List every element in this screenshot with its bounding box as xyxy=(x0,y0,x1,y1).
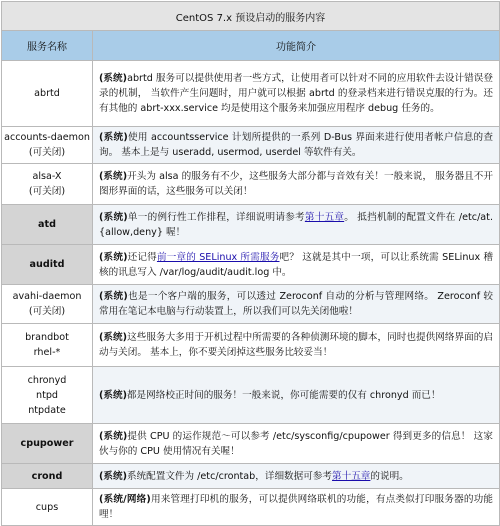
table-row xyxy=(2,324,500,367)
service-name: cups xyxy=(35,501,59,513)
service-name-cell xyxy=(2,367,93,424)
category-tag: (系统) xyxy=(99,389,127,401)
service-description xyxy=(93,464,500,489)
description-text: 开头为 alsa 的服务有不少，这些服务大部分都与音效有关！一般来说， 服务器且不开图形界面的话，这些服务可以关闭！ xyxy=(99,171,493,197)
service-name: auditd xyxy=(29,259,65,270)
service-name-cell xyxy=(2,127,93,164)
service-name-cell xyxy=(2,245,93,285)
service-name: ntpdate xyxy=(28,404,66,416)
table-row xyxy=(2,205,500,245)
category-tag: (系统) xyxy=(99,171,128,182)
category-tag: (系统) xyxy=(99,73,128,84)
service-name: (可关闭) xyxy=(28,306,66,317)
service-name-cell xyxy=(2,61,93,127)
service-description xyxy=(93,489,500,526)
service-description xyxy=(93,205,500,245)
service-name-cell xyxy=(2,324,93,367)
category-tag: (系统) xyxy=(99,430,128,442)
table-row xyxy=(2,367,500,424)
description-text: abrtd 服务可以提供使用者一些方式，让使用者可以针对不同的应用软件去设计错误登录的机制， 当软件产生问题时，用户就可以根据 abrtd 的登录档来进行错误克服的行为。还有其他的 abrt-xxx.service 均是使用这个服务来加强应用程序 debug 任务的。 xyxy=(99,73,493,114)
description-text: 都是网络校正时间的服务！一般来说，你可能需要的仅有 chronyd 而已！ xyxy=(126,389,441,401)
category-tag: (系统) xyxy=(99,470,127,482)
service-description xyxy=(93,367,500,424)
header-function-desc: 功能简介 xyxy=(93,31,500,61)
description-text-cont: 的说明。 xyxy=(370,470,409,482)
table-body xyxy=(2,61,500,526)
service-name: cpupower xyxy=(20,438,74,449)
service-name-cell xyxy=(2,205,93,245)
description-text: 也是一个客户端的服务，可以透过 Zeroconf 自动的分析与管理网络。 Zeroconf 较常用在笔记本电脑与行动装置上，所以我们可以先关闭他啦！ xyxy=(99,291,493,317)
category-tag: (系统) xyxy=(99,211,128,223)
category-tag: (系统) xyxy=(99,291,128,302)
reference-link[interactable]: 前一章的 SELinux 所需服务 xyxy=(156,251,280,263)
table-row xyxy=(2,164,500,205)
service-description xyxy=(93,61,500,127)
description-text: 单一的例行性工作排程，详细说明请参考 xyxy=(127,211,305,223)
table-row xyxy=(2,127,500,164)
service-description xyxy=(93,127,500,164)
table-row xyxy=(2,245,500,285)
service-name: abrtd xyxy=(34,88,60,99)
table-row xyxy=(2,61,500,127)
service-name-cell xyxy=(2,164,93,205)
description-text: 系统配置文件为 /etc/crontab，详细数据可参考 xyxy=(126,470,333,482)
service-description xyxy=(93,424,500,464)
description-text: 提供 CPU 的运作规范～可以参考 /etc/sysconfig/cpupower 得到更多的信息！ 这家伙与你的 CPU 使用情况有关喔！ xyxy=(99,430,493,457)
table-row xyxy=(2,285,500,324)
description-text-cont: 。 抵挡机制的配置文件在 /etc/at.{allow,deny} 喔！ xyxy=(99,211,493,238)
table-row xyxy=(2,464,500,489)
service-name: brandbot xyxy=(25,332,69,343)
description-text-cont: 吧？ 这就是其中一项，可以让系统需 SELinux 稽核的讯息写入 /var/log/audit/audit.log 中。 xyxy=(99,251,493,278)
service-name-cell xyxy=(2,489,93,526)
table-row xyxy=(2,424,500,464)
service-name: ntpd xyxy=(35,389,59,401)
description-text: 这些服务大多用于开机过程中所需要的各种侦测环境的脚本，同时也提供网络界面的启动与关闭。 基本上，你不要关闭掉这些服务比较妥当！ xyxy=(99,332,494,358)
service-name: avahi-daemon xyxy=(12,291,82,302)
service-name: rhel-* xyxy=(33,347,61,358)
service-name: (可关闭) xyxy=(28,147,66,158)
category-tag: (系统) xyxy=(99,332,128,343)
services-table xyxy=(1,1,500,526)
table-caption: CentOS 7.x 预设启动的服务内容 xyxy=(2,2,500,31)
service-name: atd xyxy=(38,219,56,230)
service-name: alsa-X xyxy=(32,171,62,182)
service-name: chronyd xyxy=(27,374,67,386)
description-text: 还记得 xyxy=(127,251,157,263)
category-tag: (系统) xyxy=(99,132,128,143)
table-row xyxy=(2,489,500,526)
description-text: 用来管理打印机的服务，可以提供网络联机的功能，有点类似打印服务器的功能哩！ xyxy=(99,494,494,520)
reference-link[interactable]: 第十五章 xyxy=(332,470,371,482)
service-name: (可关闭) xyxy=(28,186,66,197)
service-name-cell xyxy=(2,285,93,324)
reference-link[interactable]: 第十五章 xyxy=(304,211,345,223)
description-text: 使用 accountsservice 计划所提供的一系列 D-Bus 界面来进行使用者帐户信息的查询。 基本上是与 useradd, usermod, userdel 等软件有关。 xyxy=(99,132,493,158)
service-name: crond xyxy=(31,470,63,482)
category-tag: (系统) xyxy=(99,251,128,263)
service-name: accounts-daemon xyxy=(4,132,90,143)
service-description xyxy=(93,164,500,205)
service-description xyxy=(93,285,500,324)
service-description xyxy=(93,245,500,285)
header-service-name: 服务名称 xyxy=(2,31,93,61)
service-name-cell xyxy=(2,424,93,464)
service-description xyxy=(93,324,500,367)
service-name-cell xyxy=(2,464,93,489)
category-tag: (系统/网络) xyxy=(99,494,151,505)
